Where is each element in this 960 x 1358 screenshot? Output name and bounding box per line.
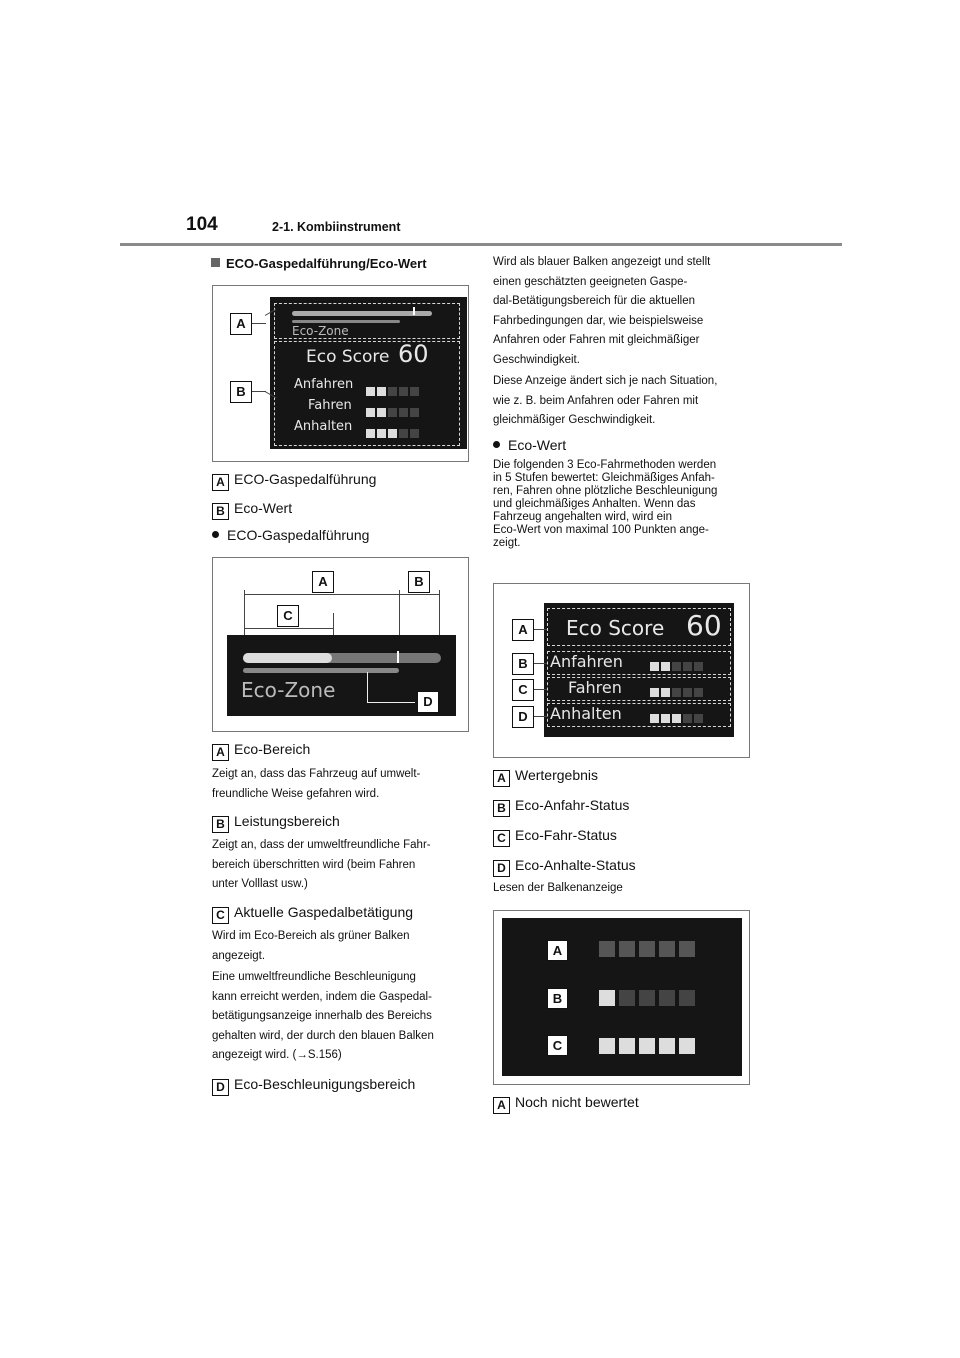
bullet-icon (493, 441, 500, 448)
figure-eco-overview (212, 285, 469, 462)
square-bullet-icon (211, 258, 220, 267)
callout-line (367, 702, 415, 703)
bullet-eco-guide: ECO-Gaspedalführung (212, 526, 369, 544)
item-a-title: A Eco-Bereich (212, 740, 310, 761)
callout-line (534, 629, 547, 630)
bar-reading-text: Lesen der Balkenanzeige (493, 882, 623, 894)
level-squares-one (599, 990, 699, 1011)
dimension-a (244, 594, 399, 595)
callout-a: A (230, 313, 252, 335)
figure-eco-zone (212, 557, 469, 732)
header-rule (120, 243, 842, 246)
eco-zone-label: Eco-Zone (241, 678, 336, 702)
callout-d: D (512, 706, 534, 728)
callout-a: A (312, 571, 334, 593)
item-c-title: C Aktuelle Gaspedalbetätigung (212, 903, 413, 924)
callout-line (534, 663, 547, 664)
eco-score-label: Eco Score (566, 616, 665, 640)
callout-line (534, 689, 547, 690)
callout-line (534, 716, 547, 717)
level-squares (650, 684, 705, 702)
row-label: Fahren (568, 678, 622, 697)
level-squares (366, 404, 421, 422)
level-squares (366, 383, 421, 401)
level-squares (650, 710, 705, 728)
dimension-b (400, 594, 439, 595)
legend-a: A ECO-Gaspedalführung (212, 470, 376, 491)
bar-screen (502, 918, 742, 1076)
zone-marker (397, 651, 399, 663)
item-c-text: Wird im Eco-Bereich als grüner Balken angezeigt. (212, 930, 410, 962)
item-c-text-2: Eine umweltfreundliche Beschleunigung kann erreicht werden, indem die Gaspedal- betätigungsanzeige innerhalb des Bereichs gehalten wird, der durch den blauen Balken angezeigt wird. (→S.156) (212, 971, 434, 1061)
level-squares (366, 425, 421, 443)
eco-bar-top (292, 311, 432, 316)
eco-bar-sub (292, 320, 400, 323)
level-squares-full (599, 1038, 699, 1059)
display-screen (270, 297, 467, 449)
callout-line (252, 323, 266, 324)
callout-b: B (512, 653, 534, 675)
eco-score-label: Eco Score (306, 347, 390, 367)
item-a-text: Zeigt an, dass das Fahrzeug auf umwelt- freundliche Weise gefahren wird. (212, 768, 421, 800)
callout-c: C (512, 679, 534, 701)
page-number: 104 (186, 214, 218, 235)
eco-zone-label: Eco-Zone (292, 324, 349, 338)
legend-b: B Eco-Wert (212, 499, 292, 520)
section-heading: ECO-Gaspedalführung/Eco-Wert (211, 256, 427, 271)
callout-a: A (512, 619, 534, 641)
callout-c: C (277, 605, 299, 627)
callout-d: D (417, 691, 439, 713)
eco-score-value: 60 (686, 609, 722, 642)
row-label: Anfahren (294, 377, 354, 392)
legend-d: D Eco-Anhalte-Status (493, 856, 636, 877)
legend-b: B Eco-Anfahr-Status (493, 796, 629, 817)
paragraph-1: Wird als blauer Balken angezeigt und stellt einen geschätzten geeigneten Gaspe- dal-Betätigungsbereich für die aktuellen Fahrbedingungen dar, wie beispielsweise Anfahren oder Fahren mit gleichmäßiger Geschwindigkeit. (493, 256, 711, 366)
bullet-eco-score: Eco-Wert (493, 436, 566, 454)
row-label: Anfahren (550, 652, 623, 671)
eco-marker (413, 307, 415, 315)
callout-a: A (547, 940, 568, 961)
bullet-icon (212, 531, 219, 538)
callout-b: B (547, 988, 568, 1009)
legend-a: A Wertergebnis (493, 766, 598, 787)
legend-not-rated: A Noch nicht bewertet (493, 1093, 639, 1114)
item-d-title: D Eco-Beschleunigungsbereich (212, 1075, 415, 1096)
level-squares-none (599, 941, 699, 962)
callout-c: C (547, 1035, 568, 1056)
callout-b: B (408, 571, 430, 593)
callout-b: B (230, 381, 252, 403)
dimension-c (244, 628, 333, 629)
acceleration-range-bar (243, 668, 399, 673)
row-label: Anhalten (294, 419, 353, 434)
figure-bar-reading (493, 910, 750, 1085)
row-label: Anhalten (550, 704, 622, 723)
score-screen (544, 603, 734, 737)
section-title: 2-1. Kombiinstrument (272, 220, 401, 234)
item-b-title: B Leistungsbereich (212, 812, 340, 833)
legend-c: C Eco-Fahr-Status (493, 826, 617, 847)
item-b-text: Zeigt an, dass der umweltfreundliche Fahr- bereich überschritten wird (beim Fahren unter Volllast usw.) (212, 839, 431, 890)
paragraph-3: Die folgenden 3 Eco-Fahrmethoden werden in 5 Stufen bewertet: Gleichmäßiges Anfah- ren, Fahren ohne plötzliche Beschleunigung und gleichmäßiges Anhalten. Wenn das Fahrzeug angehalten wird, wird ein Eco-Wert von maximal 100 Punkten ange- zeigt. (493, 459, 718, 549)
figure-eco-score (493, 583, 750, 758)
eco-score-value: 60 (398, 340, 429, 368)
paragraph-2: Diese Anzeige ändert sich je nach Situation, wie z. B. beim Anfahren oder Fahren mit gleichmäßiger Geschwindigkeit. (493, 375, 718, 426)
row-label: Fahren (308, 398, 352, 413)
callout-line (367, 672, 368, 702)
level-squares (650, 658, 705, 676)
accelerator-bar (243, 653, 332, 663)
